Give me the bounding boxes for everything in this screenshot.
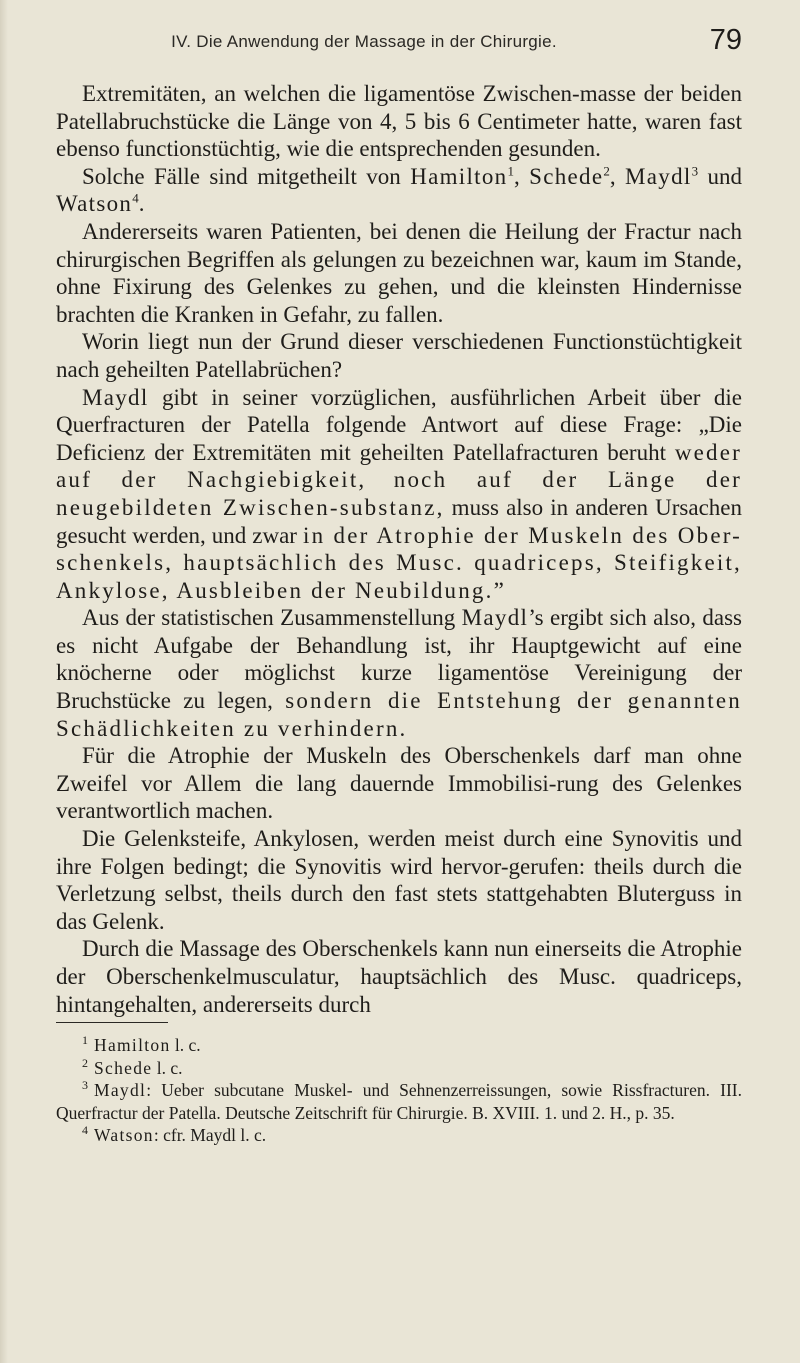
emphasis-text: in der Atrophie der Muskeln des Ober-schenkels, hauptsächlich des Musc. quadriceps, Steifigkeit, Ankylose, Ausbleiben der Neubildung. (56, 522, 742, 603)
paragraph-text: Extremitäten, an welchen die ligamentöse Zwischen-masse der beiden Patellabruchstücke die Länge von 4, 5 bis 6 Centimeter hatte, waren fast ebenso functionstüchtig, wie die entsprechenden gesunden. (56, 81, 742, 162)
footnote (56, 1057, 742, 1080)
paragraph (56, 604, 742, 742)
paragraph (56, 163, 742, 218)
footnote-mark: 1 (82, 1033, 88, 1048)
paragraph (56, 935, 742, 1018)
footnote-text: l. c. (170, 1035, 201, 1055)
page-edge (0, 0, 8, 1363)
footnote-author: Watson (94, 1125, 154, 1145)
author-name: Maydl (82, 384, 149, 410)
footnote-ref: 4 (132, 190, 139, 206)
footnote-text: : cfr. Maydl l. c. (153, 1125, 267, 1145)
footnote-ref: 1 (507, 163, 514, 179)
paragraph-text: Andererseits waren Patienten, bei denen die Heilung der Fractur nach chirurgischen Begriffen als gelungen zu bezeichnen war, kaum im Stande, ohne Fixirung des Gelenkes zu gehen, und die kleinsten Hindernisse brachten die Kranken in Gefahr, zu fallen. (56, 218, 742, 327)
footnote-ref: 2 (603, 163, 610, 179)
paragraph-text: Durch die Massage des Oberschenkels kann nun einerseits die Atrophie der Oberschenkelmusculatur, hauptsächlich des Musc. quadriceps, hintangehalten, andererseits durch (56, 936, 742, 1017)
paragraph-text: muss also in anderen Ursachen gesucht werden, und zwar (56, 494, 742, 548)
paragraph-text: ” (493, 577, 504, 603)
paragraph (56, 80, 742, 163)
paragraph-text: und (698, 163, 743, 189)
emphasis-text: weder auf der Nachgiebigkeit, (56, 439, 742, 493)
footnote-author: Maydl (94, 1080, 147, 1100)
author-name: Hamilton (410, 163, 508, 189)
footnote-ref: 3 (691, 163, 699, 179)
paragraph (56, 328, 742, 383)
paragraph-text: Worin liegt nun der Grund dieser verschiedenen Functionstüchtigkeit nach geheilten Patellabrüchen? (56, 329, 742, 382)
paragraph-text: , (609, 163, 626, 189)
paragraph-text: gibt in seiner vorzüglichen, ausführlichen Arbeit über die Querfracturen der Patella folgende Antwort auf diese Frage: „Die Deficienz der Extremitäten mit geheilten Patellafracturen beruht (56, 384, 742, 465)
footnote-author: Schede (94, 1057, 153, 1078)
paragraph (56, 742, 742, 825)
paragraph-text: ’s ergibt sich also, dass es nicht Aufgabe der Behandlung ist, ihr Hauptgewicht auf eine knöcherne oder möglichst kurze ligamentöse Vereinigung der Bruchstücke zu legen, (56, 605, 742, 714)
page-number: 79 (709, 24, 742, 56)
running-head: IV. Die Anwendung der Massage in der Chirurgie. (171, 32, 557, 51)
footnote-text: l. c. (152, 1057, 183, 1078)
footnote-text: : Ueber subcutane Muskel- und Sehnenzerreissungen, sowie Rissfracturen. III. Querfractur der Patella. Deutsche Zeitschrift für Chirurgie. B. XVIII. 1. und 2. H., p. 35. (56, 1080, 742, 1123)
body-text (56, 80, 742, 1018)
paragraph-text: Für die Atrophie der Muskeln des Oberschenkels darf man ohne Zweifel vor Allem die lang dauernde Immobilisi-rung des Gelenkes verantwortlich machen. (56, 743, 742, 824)
footnote-mark: 2 (82, 1055, 88, 1070)
paragraph (56, 384, 742, 605)
paragraph-text: Die Gelenksteife, Ankylosen, werden meist durch eine Synovitis und ihre Folgen bedingt; die Synovitis wird hervor-gerufen: theils durch die Verletzung selbst, theils durch den fast stets stattgehabten Bluterguss in das Gelenk. (56, 826, 742, 934)
footnote-divider (56, 1022, 168, 1023)
paragraph-text: . (138, 191, 145, 217)
footnotes (56, 1034, 742, 1147)
footnote-mark: 4 (82, 1123, 88, 1138)
emphasis-text: sondern die Entstehung der genannten Schädlichkeiten zu verhindern. (56, 688, 742, 741)
emphasis-text: noch auf der Länge der neugebildeten Zwischen-substanz, (56, 467, 742, 520)
footnote (56, 1124, 742, 1147)
footnote-author: Hamilton (94, 1035, 171, 1055)
author-name: Maydl (625, 163, 692, 189)
paragraph-text (366, 467, 393, 492)
paragraph (56, 825, 742, 935)
paragraph-text: Solche Fälle sind mitgetheilt von (82, 163, 411, 189)
paragraph (56, 218, 742, 328)
footnote-mark: 3 (82, 1078, 88, 1093)
footnote (56, 1079, 742, 1124)
footnote (56, 1034, 742, 1057)
author-name: Watson (56, 191, 133, 217)
paragraph-text: Aus der statistischen Zusammenstellung (82, 605, 462, 631)
author-name: Maydl (461, 605, 529, 631)
page-header (56, 24, 742, 60)
author-name: Schede (529, 163, 604, 189)
paragraph-text: , (513, 163, 530, 189)
